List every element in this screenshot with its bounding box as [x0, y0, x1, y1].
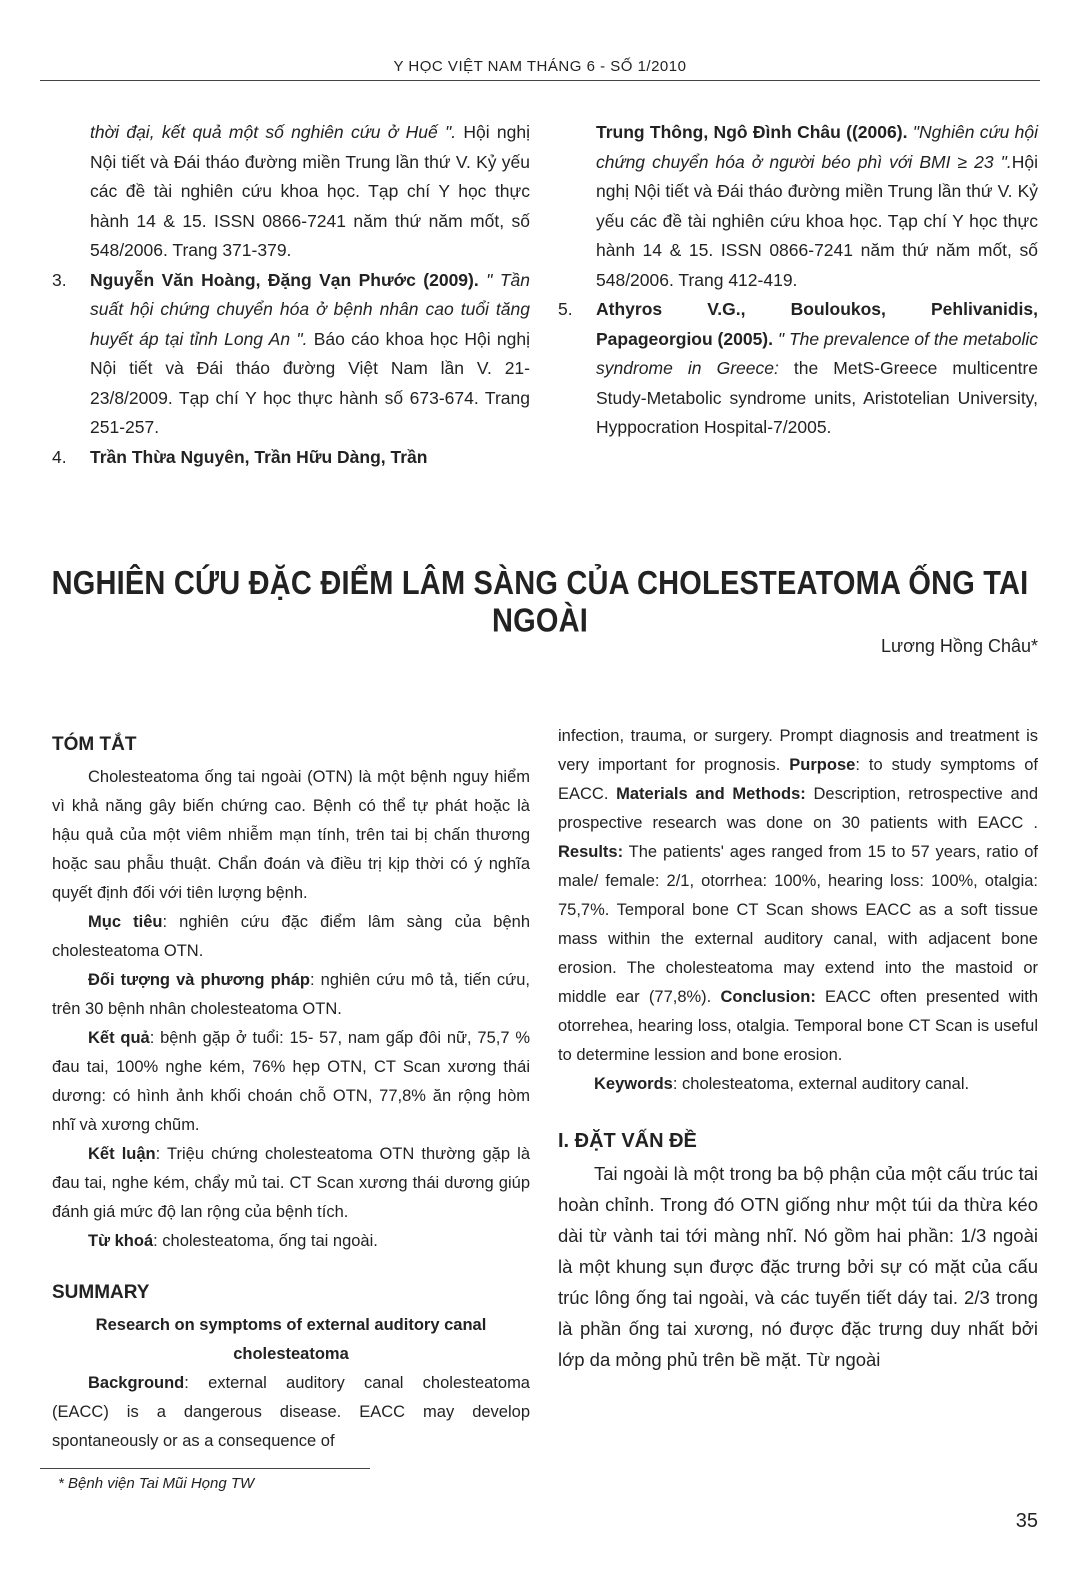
section-body: Tai ngoài là một trong ba bộ phận của một cấu trúc tai hoàn chỉnh. Trong đó OTN giống như một túi da thừa kéo dài từ vành tai tới màng nhĩ. Nó gồm hai phần: 1/3 ngoài là một khung sụn được đặc trưng bởi sự có mặt của cấu trúc lông ống tai ngoài, và các tuyến tiết dáy tai. 2/3 trong là phần ống tai xương, nó được đặc trưng duy nhất bởi lớp da mỏng phủ trên bề mặt. Từ ngoài	[558, 1163, 1038, 1370]
section-heading: I. ĐẶT VẤN ĐỀ	[558, 1130, 697, 1152]
reference-authors: Trung Thông, Ngô Đình Châu ((2006).	[596, 122, 908, 142]
label: Purpose	[789, 756, 856, 774]
label: Kết luận	[88, 1145, 156, 1163]
text: The patients' ages ranged from 15 to 57 years, ratio of male/ female: 2/1, otorrhea: 100%, hearing loss: 100%, otalgia: 75,7%. Temporal bone CT Scan shows EACC as a soft tissue mass within the external auditory canal, with adjacent bone erosion. The cholesteatoma may extend into the mastoid or middle ear (77,8%).	[558, 843, 1038, 1006]
label: Kết quả	[88, 1029, 150, 1047]
label: Conclusion:	[720, 988, 816, 1006]
header-rule	[40, 80, 1040, 81]
abstract-vn-heading: TÓM TẮT	[52, 734, 137, 755]
footnote-rule	[40, 1468, 370, 1469]
reference-number: 4.	[52, 446, 67, 467]
label: Results:	[558, 843, 624, 861]
reference-number: 3.	[52, 269, 67, 290]
text: infection, trauma, or surgery. Prompt diagnosis and treatment is very important for prognosis.	[558, 727, 1038, 774]
text: EACC often presented with otorrehea, hearing loss, otalgia. Temporal bone CT Scan is useful to determine lession and bone erosion.	[558, 988, 1038, 1064]
footnote: * Bệnh viện Tai Mũi Họng TW	[58, 1475, 255, 1492]
summary-body	[558, 722, 1038, 1070]
summary-keywords	[558, 1070, 1038, 1099]
reference-number: 5.	[558, 299, 573, 319]
reference-continuation	[52, 118, 530, 266]
reference-continuation	[558, 118, 1038, 295]
page-number: 35	[1015, 1510, 1038, 1532]
text: : bệnh gặp ở tuổi: 15- 57, nam gấp đôi nữ, 75,7 % đau tai, 100% nghe kém, 76% hẹp OTN, CT Scan xương thái dương: có hình ảnh khối choán chỗ OTN, 77,8% ăn rộng hòm nhĩ và xương chũm.	[52, 1029, 530, 1134]
abstract-vn-objective	[52, 908, 530, 966]
reference-title: " Tần suất hội chứng chuyển hóa ở bệnh nhân cao tuổi tăng huyết áp tại tỉnh Long An ".	[90, 269, 530, 349]
abstract-left-column	[52, 722, 530, 1456]
reference-details: Hội nghị Nội tiết và Đái tháo đường miền Trung lần thứ V. Kỷ yếu các đề tài nghiên cứu khoa học. Tạp chí Y học thực hành 14 & 15. ISSN 0866-7241 năm thứ năm mốt, số 548/2006. Trang 412-419.	[596, 151, 1038, 290]
text: : cholesteatoma, ống tai ngoài.	[153, 1232, 378, 1250]
references-right-column	[558, 118, 1038, 443]
abstract-vn-methods	[52, 966, 530, 1024]
label: Đối tượng và phương pháp	[88, 971, 310, 989]
label: Background	[88, 1374, 185, 1392]
abstract-vn-keywords	[52, 1227, 530, 1256]
text: : to study symptoms of EACC.	[558, 756, 1039, 803]
label: Mục tiêu	[88, 913, 163, 931]
reference-title: thời đại, kết quả một số nghiên cứu ở Huế ".	[90, 122, 457, 142]
references-left-column	[52, 118, 530, 472]
reference-authors: Athyros V.G., Bouloukos, Pehlivanidis, Papageorgiou (2005).	[596, 299, 1038, 349]
text: Description, retrospective and prospective research was done on 30 patients with EACC .	[558, 785, 1038, 832]
running-header: Y HỌC VIỆT NAM THÁNG 6 - SỐ 1/2010	[393, 58, 687, 75]
reference-details: Hội nghị Nội tiết và Đái tháo đường miền Trung lần thứ V. Kỷ yếu các đề tài nghiên cứu khoa học. Tạp chí Y học thực hành 14 & 15. ISSN 0866-7241 năm thứ năm mốt, số 548/2006. Trang 371-379.	[90, 122, 530, 260]
reference-details: the MetS-Greece multicentre Study-Metabolic syndrome units, Aristotelian University, Hyppocration Hospital-7/2005.	[596, 358, 1039, 437]
reference-item-5	[558, 295, 1038, 443]
summary-background	[52, 1369, 530, 1456]
abstract-right-column	[558, 722, 1038, 1375]
summary-subtitle: Research on symptoms of external auditory canal cholesteatoma	[95, 1316, 487, 1363]
reference-details: Báo cáo khoa học Hội nghị Nội tiết và Đái tháo đường Việt Nam lần V. 21-23/8/2009. Tạp chí Y học thực hành số 673-674. Trang 251-257.	[90, 328, 530, 437]
text: : external auditory canal cholesteatoma (EACC) is a dangerous disease. EACC may develop spontaneously or as a consequence of	[52, 1374, 530, 1450]
label: Materials and Methods:	[616, 785, 806, 803]
reference-title: " The prevalence of the metabolic syndrome in Greece:	[596, 328, 1038, 378]
text: : nghiên cứu đặc điểm lâm sàng của bệnh cholesteatoma OTN.	[52, 913, 530, 960]
abstract-vn-results	[52, 1024, 530, 1140]
reference-item-4	[52, 443, 530, 473]
label: Keywords	[594, 1075, 673, 1093]
text: : Triệu chứng cholesteatoma OTN thường gặp là đau tai, nghe kém, chẩy mủ tai. CT Scan xương thái dương giúp đánh giá mức độ lan rộng của bệnh tích.	[52, 1145, 530, 1221]
text: : nghiên cứu mô tả, tiến cứu, trên 30 bệnh nhân cholesteatoma OTN.	[52, 971, 530, 1018]
article-title: NGHIÊN CỨU ĐẶC ĐIỂM LÂM SÀNG CỦA CHOLESTEATOMA ỐNG TAI NGOÀI	[51, 565, 1029, 640]
reference-title: "Nghiên cứu hội chứng chuyển hóa ở người béo phì với BMI ≥ 23 ".	[596, 122, 1038, 172]
abstract-vn-intro: Cholesteatoma ống tai ngoài (OTN) là một bệnh nguy hiểm vì khả năng gây biến chứng cao. Bệnh có thể tự phát hoặc là hậu quả của một viêm nhiễm mạn tính, trên tai bị chấn thương hoặc sau phẫu thuật. Chẩn đoán và điều trị kịp thời có ý nghĩa quyết định đối với tiên lượng bệnh.	[52, 768, 530, 902]
label: Từ khoá	[88, 1232, 154, 1250]
article-author: Lương Hồng Châu*	[881, 636, 1038, 656]
reference-item-3	[52, 266, 530, 443]
text: : cholesteatoma, external auditory canal.	[672, 1075, 970, 1093]
reference-authors: Nguyễn Văn Hoàng, Đặng Vạn Phước (2009).	[90, 269, 479, 290]
abstract-vn-conclusion	[52, 1140, 530, 1227]
summary-heading: SUMMARY	[52, 1282, 150, 1303]
reference-authors: Trần Thừa Nguyên, Trần Hữu Dàng, Trần	[90, 446, 428, 467]
